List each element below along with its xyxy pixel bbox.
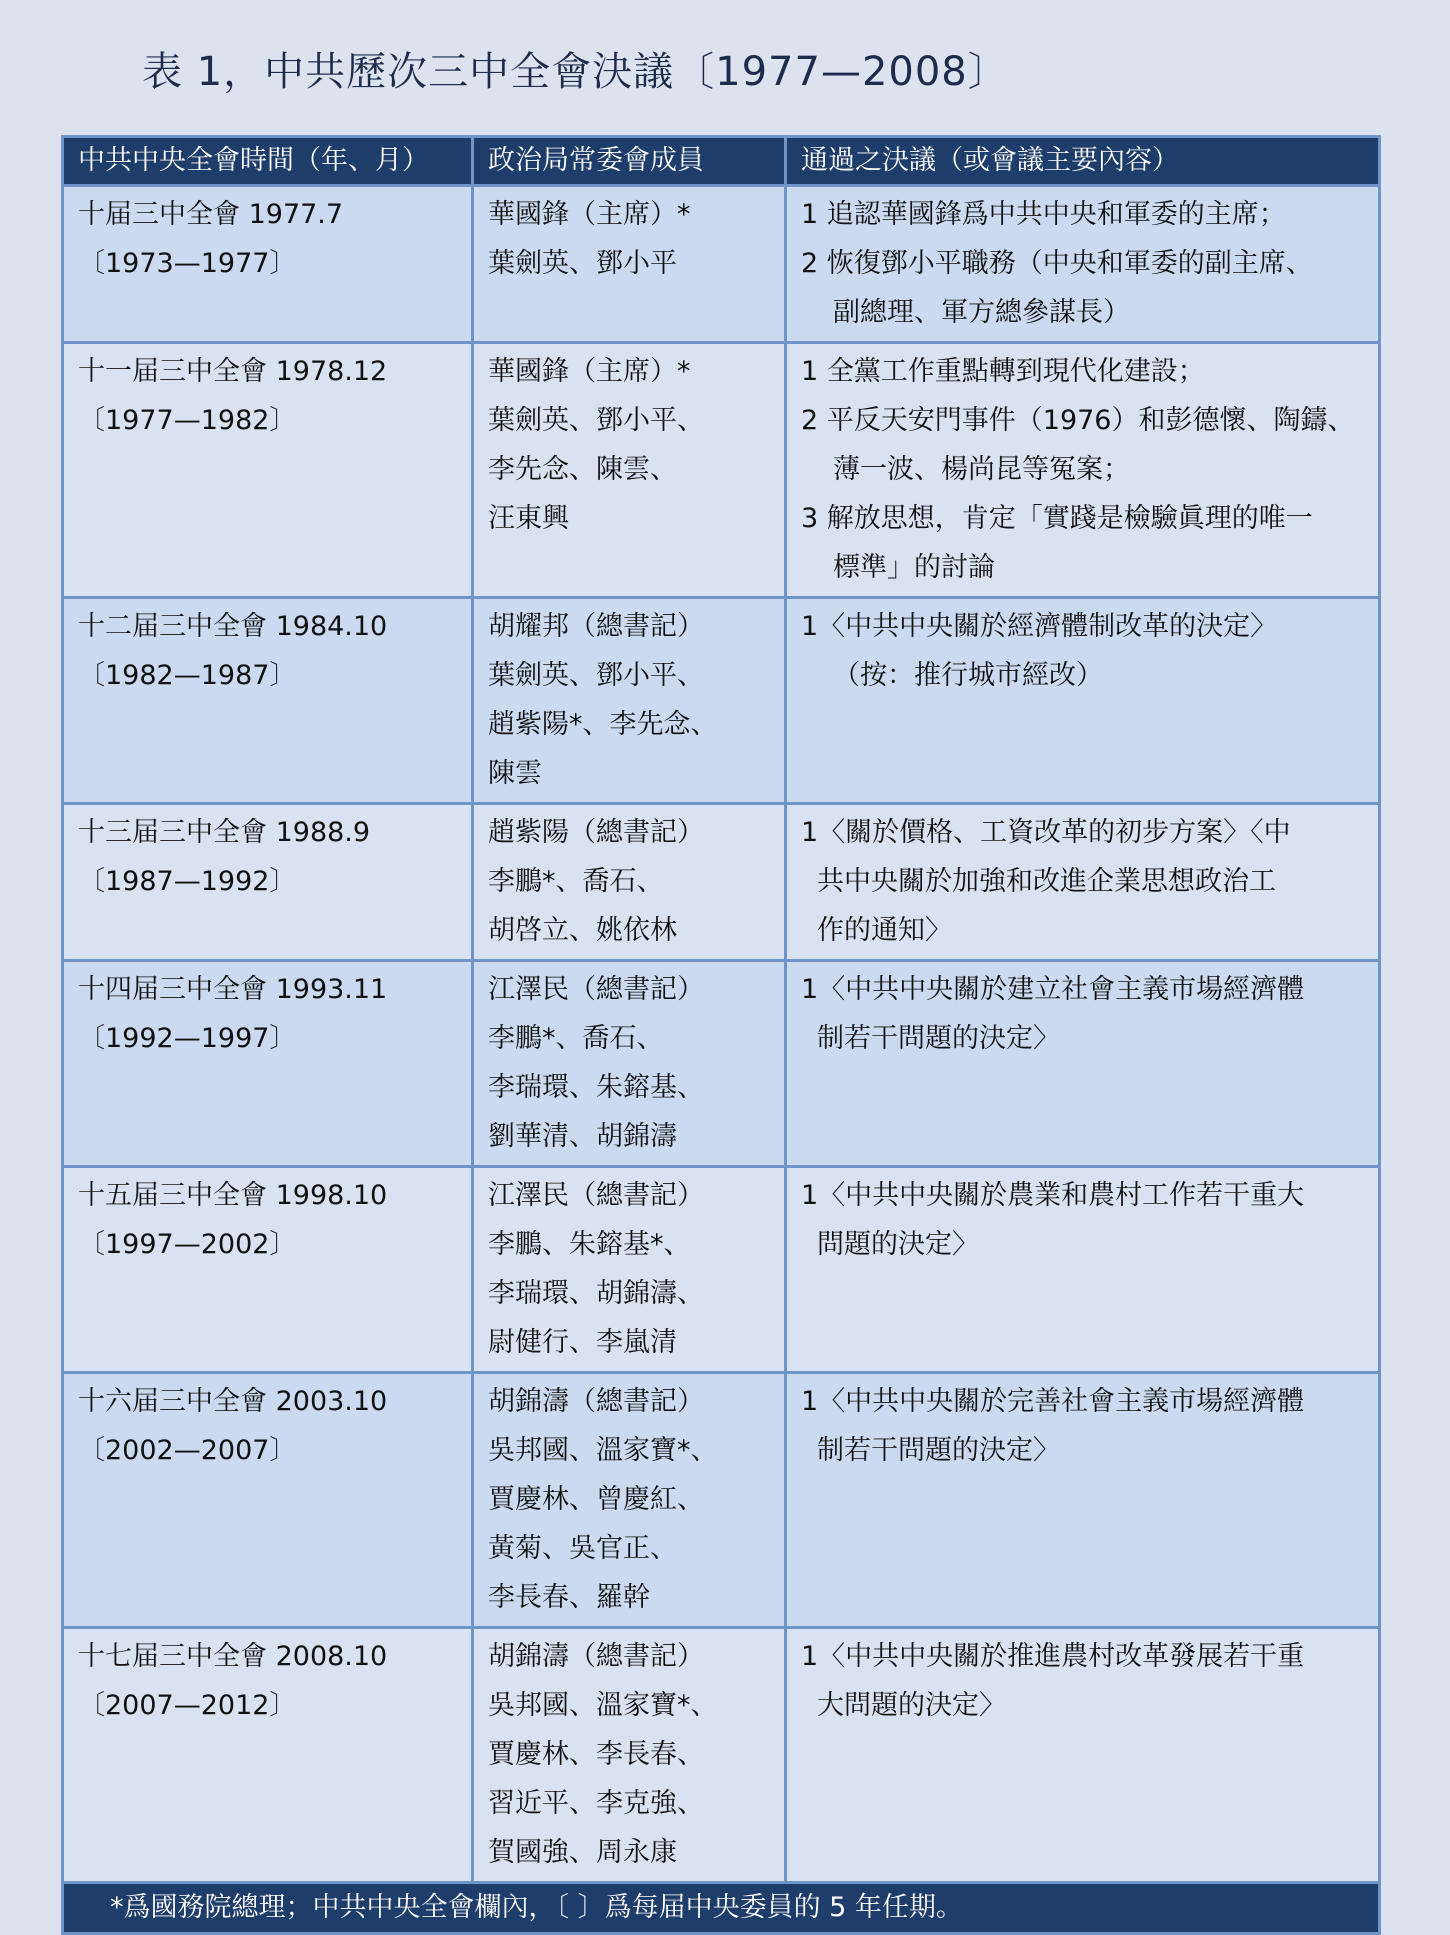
session-term: 〔1987—1992〕	[78, 866, 297, 897]
resolution-line: 大問題的決定〉	[817, 1690, 1006, 1721]
members-cell	[473, 598, 786, 804]
members-cell	[473, 1167, 786, 1373]
resolution-line: 1〈中共中央關於完善社會主義市場經濟體	[801, 1386, 1305, 1417]
member-line: 李長春、羅幹	[488, 1582, 650, 1613]
session-cell	[63, 186, 473, 343]
member-line: 陳雲	[488, 758, 542, 789]
resolutions-cell	[786, 598, 1380, 804]
resolution-line: 制若干問題的決定〉	[817, 1023, 1060, 1054]
header-session: 中共中央全會時間（年、月）	[63, 137, 473, 186]
resolution-line: 2 平反天安門事件（1976）和彭德懷、陶鑄、	[801, 405, 1355, 436]
session-term: 〔2007—2012〕	[78, 1690, 297, 1721]
session-term: 〔1977—1982〕	[78, 405, 297, 436]
session-name: 十七届三中全會 2008.10	[78, 1641, 388, 1672]
member-line: 尉健行、李嵐清	[488, 1327, 677, 1358]
resolution-line: 2 恢復鄧小平職務（中央和軍委的副主席、	[801, 248, 1313, 279]
member-line: 胡錦濤（總書記）	[488, 1386, 704, 1417]
resolution-line: 副總理、軍方總參謀長）	[833, 297, 1130, 328]
resolution-line: 1 全黨工作重點轉到現代化建設；	[801, 356, 1205, 387]
members-cell	[473, 343, 786, 598]
member-line: 李鵬*、喬石、	[488, 1023, 664, 1054]
session-term: 〔1973—1977〕	[78, 248, 297, 279]
member-line: 李鵬、朱鎔基*、	[488, 1229, 691, 1260]
resolutions-cell	[786, 1373, 1380, 1628]
resolution-line: 制若干問題的決定〉	[817, 1435, 1060, 1466]
table-body	[63, 186, 1380, 1883]
session-cell	[63, 1373, 473, 1628]
member-line: 李先念、陳雲、	[488, 454, 677, 485]
member-line: 賈慶林、曾慶紅、	[488, 1484, 704, 1515]
member-line: 趙紫陽*、李先念、	[488, 709, 718, 740]
session-cell	[63, 961, 473, 1167]
table-row	[63, 1167, 1380, 1373]
members-cell	[473, 961, 786, 1167]
session-name: 十六届三中全會 2003.10	[78, 1386, 388, 1417]
member-line: 葉劍英、鄧小平、	[488, 405, 704, 436]
resolution-line: （按：推行城市經改）	[833, 660, 1103, 691]
member-line: 江澤民（總書記）	[488, 1180, 704, 1211]
session-cell	[63, 598, 473, 804]
members-cell	[473, 804, 786, 961]
session-name: 十五届三中全會 1998.10	[78, 1180, 388, 1211]
table-row	[63, 961, 1380, 1167]
members-cell	[473, 1373, 786, 1628]
header-members: 政治局常委會成員	[473, 137, 786, 186]
table-row	[63, 1628, 1380, 1883]
resolutions-cell	[786, 804, 1380, 961]
resolutions-cell	[786, 186, 1380, 343]
footnote: *爲國務院總理；中共中央全會欄內，〔 〕爲每届中央委員的 5 年任期。	[63, 1883, 1380, 1934]
resolutions-cell	[786, 961, 1380, 1167]
resolution-line: 標準」的討論	[833, 552, 995, 583]
member-line: 吳邦國、溫家寶*、	[488, 1690, 718, 1721]
member-line: 李鵬*、喬石、	[488, 866, 664, 897]
resolutions-cell	[786, 1167, 1380, 1373]
members-cell	[473, 1628, 786, 1883]
session-cell	[63, 343, 473, 598]
header-row	[63, 137, 1380, 186]
table-row	[63, 598, 1380, 804]
resolutions-cell	[786, 1628, 1380, 1883]
member-line: 李瑞環、胡錦濤、	[488, 1278, 704, 1309]
resolution-line: 1〈中共中央關於推進農村改革發展若干重	[801, 1641, 1305, 1672]
member-line: 葉劍英、鄧小平	[488, 248, 677, 279]
session-name: 十二届三中全會 1984.10	[78, 611, 388, 642]
resolution-line: 1〈中共中央關於建立社會主義市場經濟體	[801, 974, 1305, 1005]
session-cell	[63, 1628, 473, 1883]
resolutions-table	[61, 135, 1381, 1935]
resolution-line: 1 追認華國鋒爲中共中央和軍委的主席；	[801, 199, 1286, 230]
resolution-line: 3 解放思想，肯定「實踐是檢驗眞理的唯一	[801, 503, 1313, 534]
member-line: 華國鋒（主席）*	[488, 199, 691, 230]
table-row	[63, 804, 1380, 961]
table-title: 表 1，中共歷次三中全會決議〔1977—2008〕	[142, 49, 1009, 95]
session-term: 〔1982—1987〕	[78, 660, 297, 691]
session-term: 〔1997—2002〕	[78, 1229, 297, 1260]
table-row	[63, 343, 1380, 598]
member-line: 華國鋒（主席）*	[488, 356, 691, 387]
member-line: 葉劍英、鄧小平、	[488, 660, 704, 691]
member-line: 李瑞環、朱鎔基、	[488, 1072, 704, 1103]
resolution-line: 問題的決定〉	[817, 1229, 979, 1260]
footnote-row	[63, 1883, 1380, 1934]
resolutions-cell	[786, 343, 1380, 598]
member-line: 吳邦國、溫家寶*、	[488, 1435, 718, 1466]
resolution-line: 薄一波、楊尚昆等冤案；	[833, 454, 1130, 485]
session-name: 十届三中全會 1977.7	[78, 199, 344, 230]
session-term: 〔2002—2007〕	[78, 1435, 297, 1466]
header-resolutions: 通過之決議（或會議主要內容）	[786, 137, 1380, 186]
resolution-line: 1〈關於價格、工資改革的初步方案〉〈中	[801, 817, 1291, 848]
table-row	[63, 1373, 1380, 1628]
member-line: 胡耀邦（總書記）	[488, 611, 704, 642]
member-line: 賈慶林、李長春、	[488, 1739, 704, 1770]
resolution-line: 1〈中共中央關於農業和農村工作若干重大	[801, 1180, 1305, 1211]
resolution-line: 作的通知〉	[817, 915, 952, 946]
session-cell	[63, 1167, 473, 1373]
session-name: 十四届三中全會 1993.11	[78, 974, 388, 1005]
member-line: 黃菊、吳官正、	[488, 1533, 677, 1564]
member-line: 趙紫陽（總書記）	[488, 817, 704, 848]
session-name: 十三届三中全會 1988.9	[78, 817, 371, 848]
members-cell	[473, 186, 786, 343]
member-line: 江澤民（總書記）	[488, 974, 704, 1005]
member-line: 劉華清、胡錦濤	[488, 1121, 677, 1152]
member-line: 汪東興	[488, 503, 569, 534]
session-name: 十一届三中全會 1978.12	[78, 356, 388, 387]
session-cell	[63, 804, 473, 961]
session-term: 〔1992—1997〕	[78, 1023, 297, 1054]
member-line: 賀國強、周永康	[488, 1837, 677, 1868]
resolution-line: 共中央關於加強和改進企業思想政治工	[817, 866, 1276, 897]
member-line: 胡啓立、姚依林	[488, 915, 677, 946]
member-line: 習近平、李克強、	[488, 1788, 704, 1819]
resolution-line: 1〈中共中央關於經濟體制改革的決定〉	[801, 611, 1278, 642]
member-line: 胡錦濤（總書記）	[488, 1641, 704, 1672]
table-row	[63, 186, 1380, 343]
